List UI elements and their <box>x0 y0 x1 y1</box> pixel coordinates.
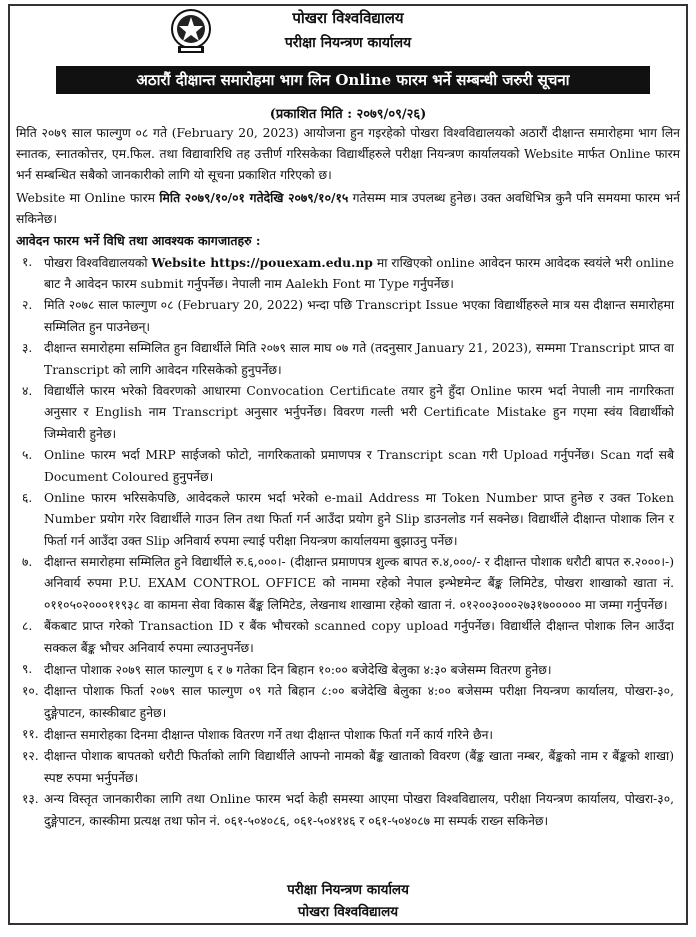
list-item-text-a: दीक्षान्त पोशाक फिर्ता २०७९ साल फाल्गुण ०९ गते बिहान ८:०० बजेदेखि बेलुका ४:०० बजेसम्म परीक्षा नियन्त्रण कार्यालय, पोखरा-३०, दुङ्गेपाटन, कास्कीबाट हुनेछ। <box>44 684 674 720</box>
list-item-text <box>44 616 674 659</box>
list-item-number: ७. <box>22 555 33 569</box>
list-item <box>10 789 686 832</box>
list-item <box>10 295 686 338</box>
list-item-text <box>44 445 674 488</box>
list-item-text-a: अन्य विस्तृत जानकारीका लागि तथा Online फारम भर्दा केही समस्या आएमा पोखरा विश्वविद्यालय, परीक्षा नियन्त्रण कार्यालय, पोखरा-३०, दुङ्गेपाटन, कास्कीमा प्रत्यक्ष तथा फोन नं. ०६१-५०४०८६, ०६१-५०४१४६ र ०६१-५०४०८७ मा सम्पर्क राख्न सकिनेछ। <box>44 792 674 828</box>
list-item-text-a: Online फारम भरिसकेपछि, आवेदकले फारम भर्दा भरेको e-mail Address मा Token Number प्राप्त हुनेछ र उक्त Token Number प्रयोग गरेर विद्यार्थीले गाउन लिन तथा फिर्ता गर्न आउँदा प्रयोग हुने Slip डाउनलोड गर्न सक्नेछ। विद्यार्थीले दीक्षान्त पोशाक लिन र फिर्ता गर्न आउँदा उक्त Slip अनिवार्य रुपमा ल्याई परीक्षा नियन्त्रण कार्यालयमा बुझाउनु पर्नेछ। <box>44 491 674 548</box>
signature-university: पोखरा विश्वविद्यालय <box>297 904 399 920</box>
list-item <box>10 724 686 746</box>
list-item-text-bold: Website https://pouexam.edu.np <box>151 255 373 270</box>
list-item <box>10 252 686 295</box>
list-item-text-a: बैंकबाट प्राप्त गरेको Transaction ID र बैंक भौचरको scanned copy upload गर्नुपर्नेछ। विद्यार्थीले दीक्षान्त पोशाक लिन आउँदा सक्कल बैंङ्क भौचर अनिवार्य रुपमा ल्याउनुपर्नेछ। <box>44 619 674 655</box>
list-item-number: ९. <box>22 662 33 676</box>
availability-paragraph <box>16 187 680 230</box>
list-item-text <box>44 295 674 338</box>
signature-office: परीक्षा नियन्त्रण कार्यालय <box>287 882 409 898</box>
list-item <box>10 746 686 789</box>
availability-text-b: गतेसम्म मात्र उपलब्ध हुनेछ। उक्त अवधिभित्र कुनै पनि समयमा फारम भर्न सकिनेछ। <box>16 191 680 226</box>
list-item-text <box>44 252 674 295</box>
list-item <box>10 338 686 381</box>
list-item-number: १२. <box>22 749 39 763</box>
list-item-number: २. <box>22 298 33 312</box>
list-item-text-a: दीक्षान्त समारोहमा सम्मिलित हुने विद्यार्थीले रु.६,०००।- (दीक्षान्त प्रमाणपत्र शुल्क बापत रु.४,०००/- र दीक्षान्त पोशाक धरौटी बापत रु.२०००।-) अनिवार्य रुपमा P.U. EXAM CONTROL OFFICE को नाममा रहेको नेपाल इन्भेष्टमेन्ट बैंङ्क लिमिटेड, पोखरा शाखाको खाता नं. ०११०५०२०००११९३८ वा कामना सेवा विकास बैंङ्क लिमिटेड, लेखनाथ शाखामा रहेको खाता नं. ०१२००३०००२७३१७००००० मा जम्मा गर्नुपर्नेछ। <box>44 555 674 612</box>
list-item-text <box>44 338 674 381</box>
list-item <box>10 659 686 681</box>
published-date: (प्रकाशित मिति : २०७९/०९/२६) <box>269 107 427 122</box>
list-item-number: ६. <box>22 491 33 505</box>
list-item-text-a: पोखरा विश्वविद्यालयको <box>44 256 152 270</box>
list-item-number: १०. <box>22 684 39 698</box>
list-item <box>10 552 686 616</box>
list-item <box>10 445 686 488</box>
list-item-text-a: मिति २०७८ साल फाल्गुण ०८ (February 20, 2022) भन्दा पछि Transcript Issue भएका विद्यार्थीहरुले मात्र यस दीक्षान्त समारोहमा सम्मिलित हुन पाउनेछन्। <box>44 298 674 334</box>
list-item-number: ३. <box>22 341 33 355</box>
notice-title-banner: अठारौं दीक्षान्त समारोहमा भाग लिन Online फारम भर्ने सम्बन्धी जरुरी सूचना <box>56 66 650 94</box>
list-item-number: ४. <box>22 384 33 398</box>
list-item <box>10 616 686 659</box>
intro-paragraph: मिति २०७९ साल फाल्गुण ०८ गते (February 20, 2023) आयोजना हुन गइरहेको पोखरा विश्वविद्यालयको अठारौं दीक्षान्त समारोहमा भाग लिन स्नातक, स्नातकोत्तर, एम.फिल. तथा विद्यावारिधि तह उत्तीर्ण गरिसकेका विद्यार्थीहरुले परीक्षा नियन्त्रण कार्यालयको Website मार्फत Online फारम भर्न सम्बन्धित सबैको जानकारीको लागि यो सूचना प्रकाशित गरिएको छ। <box>16 126 680 182</box>
list-item-text-a: विद्यार्थीले फारम भरेको विवरणको आधारमा Convocation Certificate तयार हुने हुँदा Online फारम भर्दा नेपाली नाम नागरिकता अनुसार र English नाम Transcript अनुसार भर्नुपर्नेछ। विवरण गल्ती भरी Certificate Mistake हुन गएमा स्वंय विद्यार्थीको जिम्मेवारी हुनेछ। <box>44 384 674 441</box>
availability-dates: मिति २०७९/१०/०१ गतेदेखि २०७९/१०/१५ <box>159 190 349 205</box>
university-name: पोखरा विश्वविद्यालय <box>292 9 404 27</box>
list-item-number: ८. <box>22 619 33 633</box>
list-item-text-a: दीक्षान्त समारोहमा सम्मिलित हुन विद्यार्थीले मिति २०७९ साल माघ ०७ गते (तदनुसार January 21, 2023), सम्ममा Transcript प्राप्त वा Transcript को लागि आवेदन गरिसकेको हुनुपर्नेछ। <box>44 341 674 377</box>
list-item-text <box>44 681 674 724</box>
list-item-text <box>44 789 674 832</box>
list-item-text-c: मा राखिएको online आवेदन फारम आवेदक स्वयंले भरी online बाट नै आवेदन फारम submit गर्नुपर्नेछ। नेपाली नाम Aalekh Font मा Type गर्नुपर्नेछ। <box>44 256 674 291</box>
list-item <box>10 681 686 724</box>
list-item-text <box>44 746 674 789</box>
list-item-text <box>44 724 674 746</box>
list-item-number: ५. <box>22 448 33 462</box>
list-item-number: १. <box>22 255 33 269</box>
notice-page <box>8 4 688 925</box>
instructions-list <box>10 252 686 832</box>
list-item-text-a: Online फारम भर्दा MRP साईजको फोटो, नागरिकताको प्रमाणपत्र र Transcript scan गरी Upload गर्नुपर्नेछ। Scan गर्दा सबै Document Coloured हुनुपर्नेछ। <box>44 448 674 484</box>
list-item-text-a: दीक्षान्त पोशाक बापतको धरौटी फिर्ताको लागि विद्यार्थीले आफ्नो नामको बैंङ्क खाताको विवरण (बैंङ्क खाता नम्बर, बैंङ्कको नाम र बैंङ्कको शाखा) स्पष्ट रुपमा भर्नुपर्नेछ। <box>44 749 674 785</box>
list-item-text <box>44 552 674 616</box>
list-item-text <box>44 381 674 445</box>
list-item-number: १३. <box>22 792 39 806</box>
list-item-text-a: दीक्षान्त समारोहका दिनमा दीक्षान्त पोशाक वितरण गर्ने तथा दीक्षान्त पोशाक फिर्ता गर्ने कार्य गरिने छैन। <box>44 728 494 742</box>
list-item-text-a: दीक्षान्त पोशाक २०७९ साल फाल्गुण ६ र ७ गतेका दिन बिहान १०:०० बजेदेखि बेलुका ४:३० बजेसम्म वितरण हुनेछ। <box>44 663 552 677</box>
list-item-text <box>44 488 674 552</box>
list-item <box>10 381 686 445</box>
availability-text-a: Website मा Online फारम <box>16 191 160 205</box>
list-item <box>10 488 686 552</box>
office-name: परीक्षा नियन्त्रण कार्यालय <box>284 35 412 51</box>
list-item-text <box>44 659 674 681</box>
list-item-number: ११. <box>22 727 39 741</box>
section-heading: आवेदन फारम भर्ने विधि तथा आवश्यक कागजातहरु : <box>16 233 261 248</box>
